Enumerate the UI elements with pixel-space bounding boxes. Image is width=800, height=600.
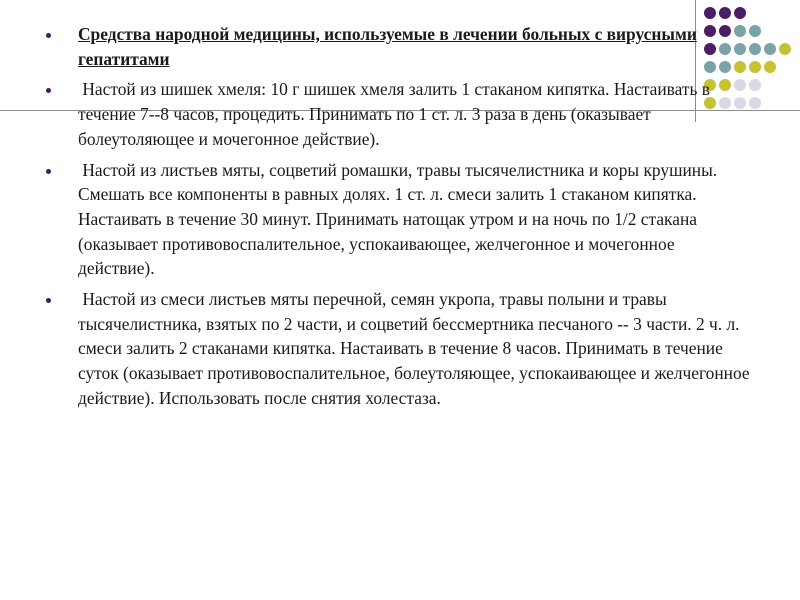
- list-item-text: Настой из шишек хмеля: 10 г шишек хмеля залить 1 стаканом кипятка. Настаивать в течение 7--8 часов, процедить. Принимать по 1 ст. л. 3 раза в день (оказывает болеутоляющее и мочегонное действие).: [78, 79, 715, 149]
- decorative-dot-icon: [704, 7, 716, 19]
- bullet-list: [46, 22, 754, 417]
- decorative-dot-icon: [719, 7, 731, 19]
- decorative-dot-icon: [764, 61, 776, 73]
- list-item-mint-chamomile-infusion: [46, 158, 754, 282]
- bullet-icon: [46, 33, 51, 38]
- bullet-icon: [46, 298, 51, 303]
- list-item-peppermint-dill-infusion: [46, 287, 754, 411]
- decorative-dot-icon: [779, 43, 791, 55]
- list-item-heading: [46, 22, 754, 71]
- list-item-text: Настой из листьев мяты, соцветий ромашки, травы тысячелистника и коры крушины. Смешать все компоненты в равных долях. 1 ст. л. смеси залить 1 стаканом кипятка. Настаивать в течение 30 минут. Принимать натощак утром и на ночь по 1/2 стакана (оказывает противовоспалительное, успокаивающее, желчегонное и мочегонное действие).: [78, 159, 722, 279]
- list-item-hops-infusion: [46, 77, 754, 151]
- list-item-text: Настой из смеси листьев мяты перечной, семян укропа, травы полыни и травы тысячелистника, взятых по 2 части, и соцветий бессмертника песчаного -- 3 части. 2 ч. л. смеси залить 2 стаканами кипятка. Настаивать в течение 8 часов. Принимать в течение суток (оказывает противовоспалительное, болеутоляющее, успокаивающее и желчегонное действие). Использовать после снятия холестаза.: [78, 289, 754, 408]
- bullet-icon: [46, 169, 51, 174]
- decorative-dot-icon: [764, 43, 776, 55]
- decorative-dot-icon: [734, 7, 746, 19]
- slide-heading: Средства народной медицины, используемые в лечении больных с вирусными гепатитами: [78, 24, 697, 69]
- bullet-icon: [46, 88, 51, 93]
